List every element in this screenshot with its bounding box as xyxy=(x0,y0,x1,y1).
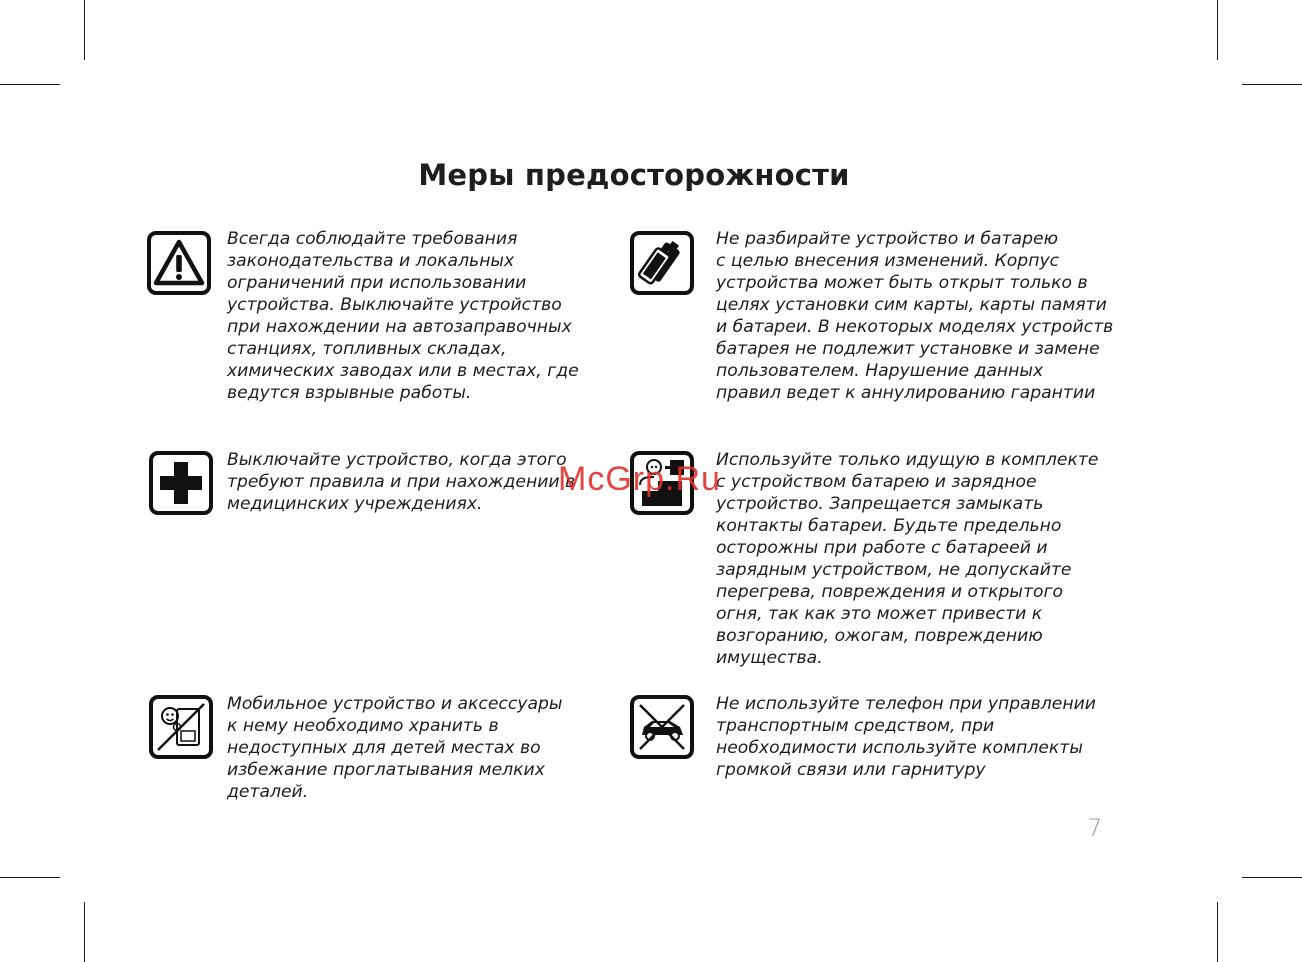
item-text-battery-charger: Используйте только идущую в комплекте с устройством батарею и зарядное устройство. Запрещается замыкать контакты батареи. Будьте предельно осторожны при работе с батареей и зарядным устройством, не допускайте перегрева, повреждения и открытого огня, так как это может привести к возгоранию, ожогам, повреждению имущества. xyxy=(716,450,1099,668)
no-driving-icon xyxy=(630,695,694,759)
item-text-driving: Не используйте телефон при управлении транспортным средством, при необходимости используйте комплекты громкой связи или гарнитуру xyxy=(716,694,1096,780)
no-children-icon xyxy=(149,695,213,759)
page-title: Меры предосторожности xyxy=(418,158,850,192)
crop-mark xyxy=(84,902,85,962)
item-text-explosive-areas: Всегда соблюдайте требования законодательства и локальных ограничений при использовании устройства. Выключайте устройство при нахождении на автозаправочных станциях, топливных складах, химических заводах или в местах, где ведутся взрывные работы. xyxy=(227,229,579,403)
crop-mark xyxy=(84,0,85,60)
battery-icon xyxy=(630,231,694,295)
crop-mark xyxy=(1242,877,1302,878)
page-number: 7 xyxy=(1087,814,1103,842)
item-text-children: Мобильное устройство и аксессуары к нему необходимо хранить в недоступных для детей местах во избежание проглатывания мелких деталей. xyxy=(227,694,563,802)
crop-mark xyxy=(0,877,60,878)
watermark: McGrp.Ru xyxy=(558,460,721,498)
crop-mark xyxy=(1217,0,1218,60)
item-text-medical: Выключайте устройство, когда этого требуют правила и при нахождении в медицинских учреждениях. xyxy=(227,450,576,514)
warning-triangle-icon xyxy=(147,231,211,295)
crop-mark xyxy=(1242,84,1302,85)
item-text-disassembly: Не разбирайте устройство и батарею с целью внесения изменений. Корпус устройства может быть открыт только в целях установки сим карты, карты памяти и батареи. В некоторых моделях устройств батарея не подлежит установке и замене пользователем. Нарушение данных правил ведет к аннулированию гарантии xyxy=(716,229,1114,403)
crop-mark xyxy=(0,84,60,85)
crop-mark xyxy=(1217,902,1218,962)
medical-cross-icon xyxy=(149,451,213,515)
